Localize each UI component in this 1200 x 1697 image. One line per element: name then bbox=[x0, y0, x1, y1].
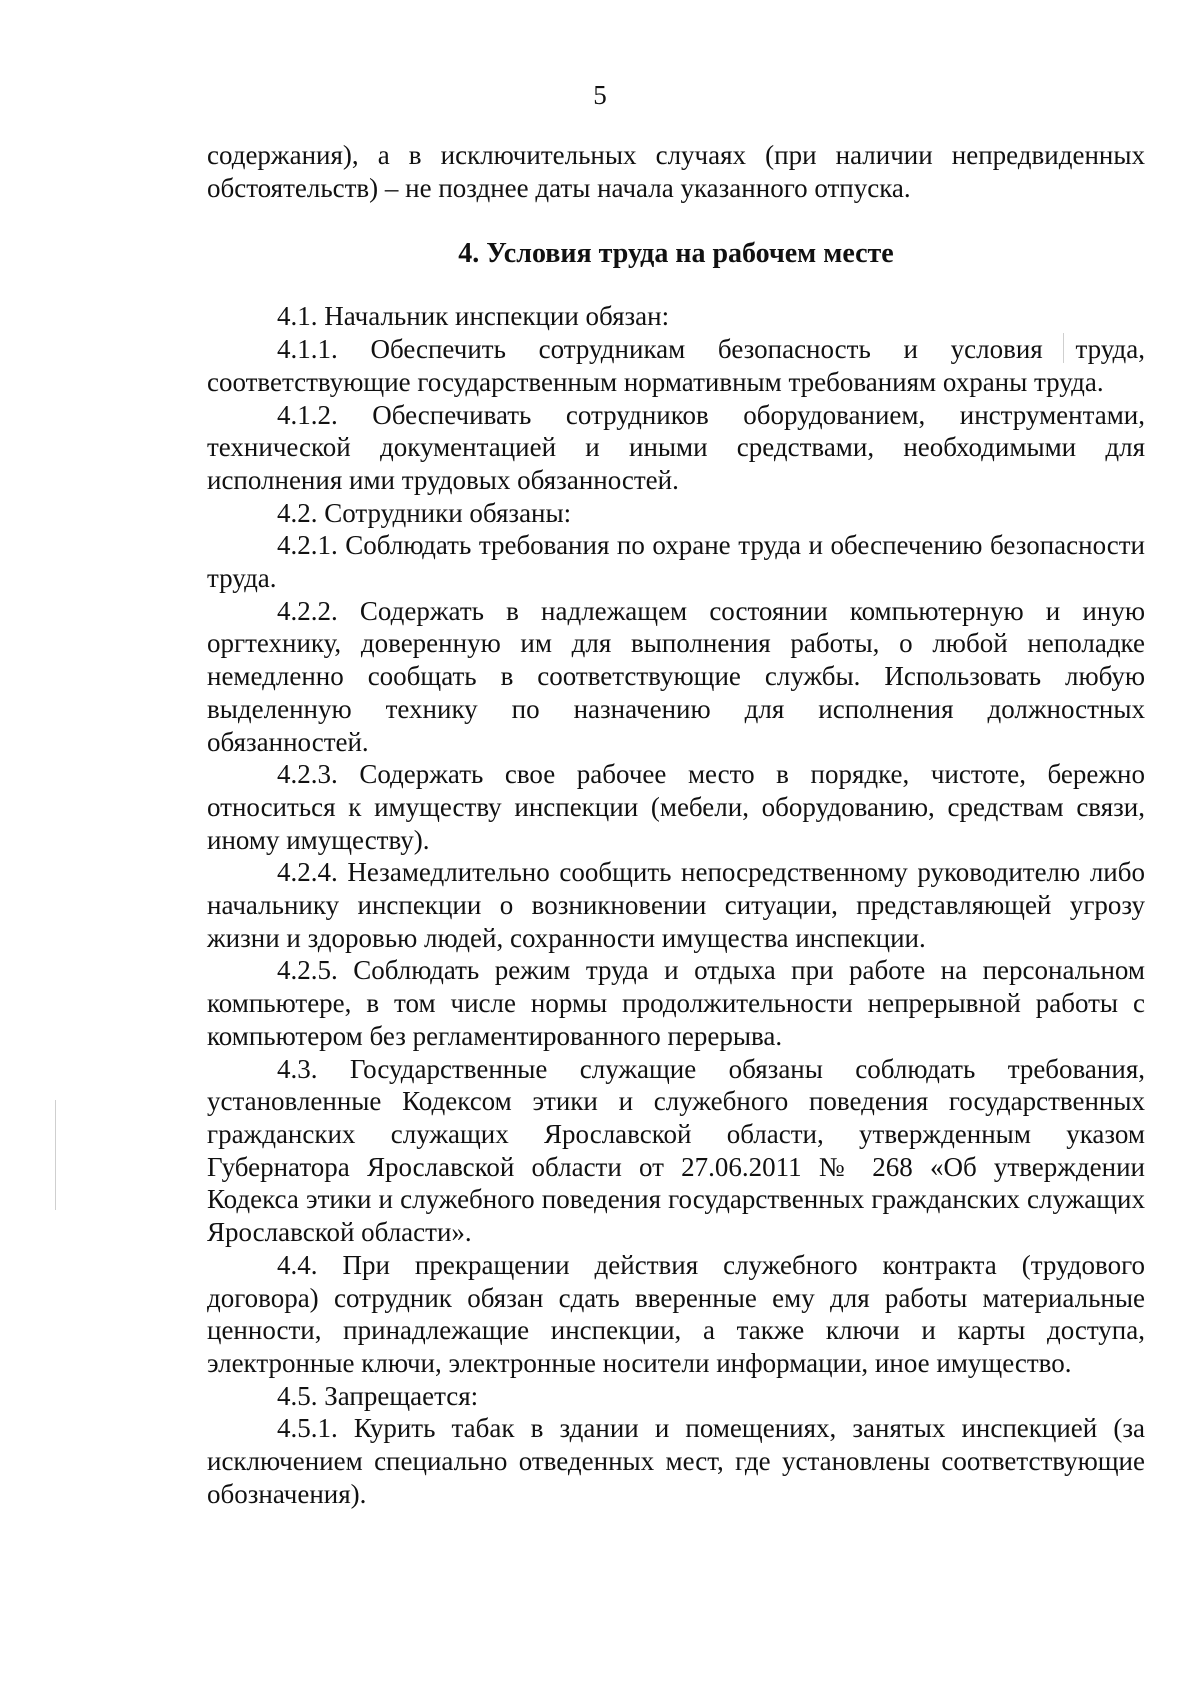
section-heading: 4. Условия труда на рабочем месте bbox=[458, 238, 894, 270]
paragraph-4-2-1: 4.2.1. Соблюдать требования по охране труда и обеспечению безопасности труда. bbox=[207, 530, 1145, 594]
paragraph-4-4: 4.4. При прекращении действия служебного контракта (трудового договора) сотрудник обязан сдать вверенные ему для работы материальные ценности, принадлежащие инспекции, а также ключи и карты доступа, электронные ключи, электронные носители информации, иное имущество. bbox=[207, 1249, 1145, 1378]
paragraph-4-2: 4.2. Сотрудники обязаны: bbox=[277, 497, 572, 528]
paragraph-4-1-1: 4.1.1. Обеспечить сотрудникам безопасность и условия труда, соответствующие государственным нормативным требованиям охраны труда. bbox=[207, 334, 1145, 397]
paragraph-4-5-1: 4.5.1. Курить табак в здании и помещениях, занятых инспекцией (за исключением специально отведенных мест, где установлены соответствующие обозначения). bbox=[207, 1413, 1145, 1509]
scan-artifact-left bbox=[55, 1100, 56, 1210]
lead-paragraph: содержания), а в исключительных случаях (при наличии непредвиденных обстоятельств) – не позднее даты начала указанного отпуска. bbox=[207, 140, 1145, 203]
paragraph-4-2-4: 4.2.4. Незамедлительно сообщить непосредственному руководителю либо начальнику инспекции о возникновении ситуации, представляющей угрозу жизни и здоровью людей, сохранности имущества инспекции. bbox=[207, 857, 1145, 953]
paragraph-4-5: 4.5. Запрещается: bbox=[277, 1380, 479, 1411]
paragraph-4-2-5: 4.2.5. Соблюдать режим труда и отдыха при работе на персональном компьютере, в том числе нормы продолжительности непрерывной работы с компьютером без регламентированного перерыва. bbox=[207, 955, 1145, 1051]
page-number: 5 bbox=[593, 80, 607, 110]
paragraph-4-3: 4.3. Государственные служащие обязаны соблюдать требования, установленные Кодексом этики и служебного поведения государственных гражданских служащих Ярославской области, утвержденным указом Губернатора Ярославской области от 27.06.2011 № 268 «Об утверждении Кодекса этики и служебного поведения государственных гражданских служащих Ярославской области». bbox=[207, 1053, 1145, 1248]
paragraph-4-2-3: 4.2.3. Содержать свое рабочее место в порядке, чистоте, бережно относиться к имуществу инспекции (мебели, оборудованию, средствам связи, иному имуществу). bbox=[207, 759, 1145, 855]
paragraph-4-2-2: 4.2.2. Содержать в надлежащем состоянии компьютерную и иную оргтехнику, доверенную им для выполнения работы, о любой неполадке немедленно сообщать в соответствующие службы. Использовать любую выделенную технику по назначению для исполнения должностных обязанностей. bbox=[207, 595, 1145, 757]
paragraph-4-1: 4.1. Начальник инспекции обязан: bbox=[277, 301, 670, 332]
document-body bbox=[207, 139, 1145, 1510]
paragraph-4-1-2: 4.1.2. Обеспечивать сотрудников оборудованием, инструментами, технической документацией и иными средствами, необходимыми для исполнения ими трудовых обязанностей. bbox=[207, 399, 1145, 495]
